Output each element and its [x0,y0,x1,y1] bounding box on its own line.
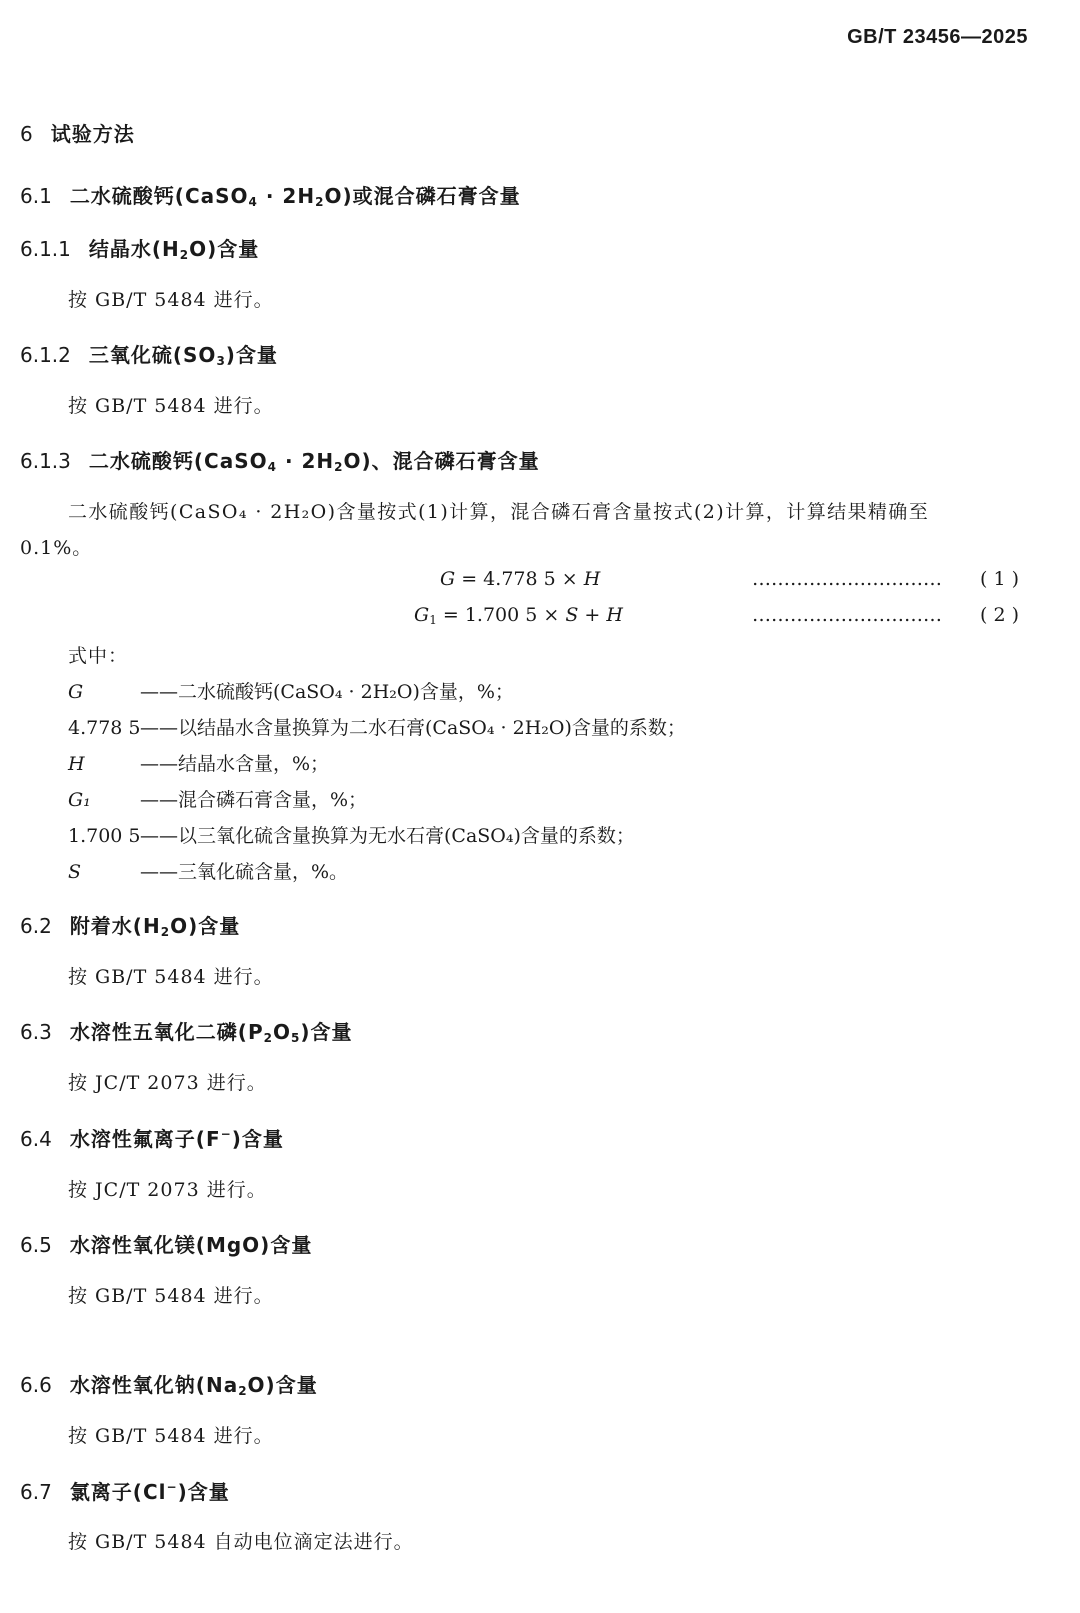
section-number: 6.5 [20,1233,52,1257]
subscript: 4 [267,460,277,474]
title-part: )含量 [225,343,278,367]
definition-row [68,857,348,884]
section-number: 6.3 [20,1020,52,1044]
title-part: 附着水(H [69,914,161,938]
superscript: − [166,1480,178,1494]
title-part: O [272,1020,291,1044]
definition-symbol: G₁ [68,789,91,811]
definition-text: ——三氧化硫含量，%。 [140,861,349,883]
title-part: · 2H [276,449,335,473]
definition-text: ——结晶水含量，%； [140,753,330,775]
section-number: 6.4 [20,1127,52,1151]
formula-variable: H [583,568,601,590]
subscript: 2 [263,1031,273,1045]
section-6-7-body: 按 GB/T 5484 自动电位滴定法进行。 [68,1531,414,1553]
section-6-4-body: 按 JC/T 2073 进行。 [68,1179,267,1201]
standard-number: GB/T 23456—2025 [847,26,1028,48]
definition-symbol: G [68,681,84,703]
superscript: − [220,1127,232,1141]
section-number: 6.1.3 [20,449,71,473]
section-6-4-heading [20,1123,284,1152]
definition-row [68,713,686,740]
section-6-1-1-body: 按 GB/T 5484 进行。 [68,289,274,311]
subscript: 2 [334,460,344,474]
subscript: 4 [248,195,258,209]
section-title: 试验方法 [50,122,135,146]
formula-2-number: ( 2 ) [980,604,1019,626]
definition-text: ——混合磷石膏含量，%； [140,789,368,811]
section-number: 6 [20,122,33,146]
subscript: 1 [429,613,437,627]
title-part: 水溶性氧化钠(Na [69,1373,239,1397]
definition-symbol: H [68,753,85,775]
formula-operator: + [578,604,607,626]
formula-1-leader: ………………………… [752,568,942,590]
section-number: 6.1 [20,184,52,208]
subscript: 5 [291,1031,301,1045]
section-6-heading [20,118,135,147]
definition-symbol: 1.700 5 [68,825,141,847]
title-part: 三氧化硫(SO [88,343,217,367]
definition-symbol: S [68,861,82,883]
section-6-2-body: 按 GB/T 5484 进行。 [68,966,274,988]
section-6-5-heading [20,1229,312,1258]
section-number: 6.6 [20,1373,52,1397]
section-6-1-3-body-line-2: 0.1%。 [20,537,93,559]
title-part: O)含量 [247,1373,318,1397]
title-part: · 2H [257,184,316,208]
section-6-5-body: 按 GB/T 5484 进行。 [68,1285,274,1307]
formula-variable: S [565,604,579,626]
subscript: 2 [160,925,171,939]
formula-variable: G [414,604,430,626]
definition-text: ——以三氧化硫含量换算为无水石膏(CaSO₄)含量的系数； [140,825,635,847]
section-number: 6.1.1 [20,237,71,261]
subscript: 2 [179,248,190,262]
section-6-3-body: 按 JC/T 2073 进行。 [68,1072,267,1094]
title-part: 二水硫酸钙(CaSO [88,449,268,473]
section-number: 6.2 [20,914,52,938]
definition-text: ——二水硫酸钙(CaSO₄ · 2H₂O)含量，%； [140,681,514,703]
formula-variable: H [606,604,623,626]
subscript: 2 [238,1384,248,1398]
section-6-6-body: 按 GB/T 5484 进行。 [68,1425,274,1447]
title-part: )含量 [231,1127,284,1151]
definition-row [68,785,367,812]
section-6-1-3-heading [20,445,540,474]
title-part: 水溶性氟离子(F [69,1127,221,1151]
section-number: 6.1.2 [20,343,71,367]
formula-1 [440,568,600,590]
title-part: 水溶性五氧化二磷(P [69,1020,264,1044]
title-part: )含量 [300,1020,353,1044]
formula-1-number: ( 1 ) [980,568,1019,590]
definition-text: ——以结晶水含量换算为二水石膏(CaSO₄ · 2H₂O)含量的系数； [140,717,686,739]
section-6-1-1-heading [20,233,259,262]
section-6-3-heading [20,1016,353,1045]
section-6-1-2-heading [20,339,278,368]
where-label: 式中： [68,645,129,667]
section-title: 水溶性氧化镁(MgO)含量 [69,1233,313,1257]
subscript: 3 [216,354,226,368]
title-part: O)含量 [189,237,260,261]
section-6-1-3-body-line-1: 二水硫酸钙(CaSO₄ · 2H₂O)含量按式(1)计算，混合磷石膏含量按式(2)计算，计算结果精确至 [68,501,930,523]
formula-variable: G [440,568,456,590]
formula-operator: = 1.700 5 × [436,604,566,626]
formula-2-leader: ………………………… [752,604,942,626]
definition-row [68,749,329,776]
section-6-7-heading [20,1476,230,1505]
definition-row [68,821,635,848]
section-number: 6.7 [20,1480,52,1504]
definition-symbol: 4.778 5 [68,717,141,739]
title-part: 氯离子(Cl [69,1480,167,1504]
title-part: O)、混合磷石膏含量 [343,449,540,473]
title-part: 结晶水(H [88,237,180,261]
subscript: 2 [315,195,325,209]
formula-operator: = 4.778 5 × [455,568,584,590]
section-6-1-2-body: 按 GB/T 5484 进行。 [68,395,274,417]
formula-2 [414,604,623,627]
title-part: O)或混合磷石膏含量 [324,184,521,208]
section-6-1-heading [20,180,521,209]
title-part: 二水硫酸钙(CaSO [69,184,249,208]
section-6-2-heading [20,910,240,939]
title-part: O)含量 [170,914,241,938]
definition-row [68,677,514,704]
title-part: )含量 [177,1480,230,1504]
section-6-6-heading [20,1369,318,1398]
